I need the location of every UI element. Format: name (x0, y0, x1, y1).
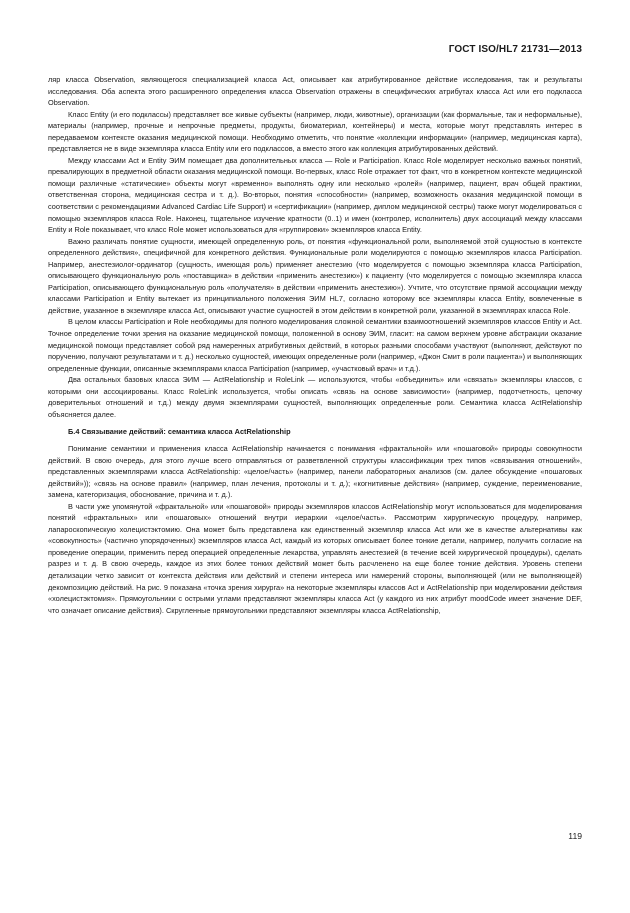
paragraph-fractal-nature: В части уже упомянутой «фрактальной» или «пошаговой» природы экземпляров классов ActRelationship могут использоваться для моделирования понятий «фрактальных» или «пошаговых» отношений внутри иерархии «целое/часть». Рассмотрим хирургическую процедуру, например, лапароскопическую холецистэктомию. Она может быть представлена как единственный экземпляр класса Act или же в качестве альтернативы как «совокупность» (частично упорядоченных) экземпляров класса Act, каждый из которых описывает более тонкие детали, например, получить согласие на проведение операции, применить перед операцией определенные лекарства, управлять анестезией (в течение всей хирургической процедуры), сделать разрез и т. д. В свою очередь, каждое из этих более тонких действий может быть расчленено на еще более тонкие действия. Уровень степени детализации четко зависит от контекста действия или действий и степени интереса или намерений стороны, выполняющей (или не выполняющей) декомпозицию действий. На рис. 9 показана «точка зрения хирурга» на некоторые экземпляры классов Act и ActRelationship при моделировании действия «холецистэктомия». Прямоугольники с острыми углами представляют экземпляры класса Act (у каждого из них атрибут moodCode имеет значение DEF, что означает описание действия). Скругленные прямоугольники представляют экземпляры класса ActRelationship, (48, 501, 582, 615)
paragraph-functional-role: Важно различать понятие сущности, имеющей определенную роль, от понятия «функциональной роли, выполняемой этой сущностью в контексте определенного действия», специфичной для конкретного действия. Функциональные роли моделируются с помощью экземпляров класса Participation. Например, анестезиолог-ординатор (сущность, имеющая роль) применяет анестезию (что моделируется с помощью экземпляра класса Participation, описывающего функциональную роль «поставщика» в действии «применить анестезию») к пациенту (что моделируется с помощью экземпляра класса Participation, описывающего функциональную роль «получателя» в действии «применить анестезию»). Учтите, что отсутствие прямой ассоциации между классами Participation и Entity вытекает из принципиального положения ЭИМ HL7, согласно которому все экземпляры класса Entity, вовлеченные в действие, указанное в экземпляре класса Act, описывают участие сущностей в этом действии в конкретной роли, указанной в экземплярах класса Role. (48, 236, 582, 315)
section-heading: Б.4 Связывание действий: семантика класса ActRelationship (68, 427, 291, 437)
paragraph-entity: Класс Entity (и его подклассы) представляет все живые субъекты (например, люди, животные), организации (как формальные, так и неформальные), материалы (например, прочные и непрочные предметы, продукты, биоматериал, контейнеры) и места, которые могут представлять интерес в передаваемом контексте оказания медицинской помощи. Необходимо отметить, что понятие «коллекции информации» (например, медицинская карта), представляется не в виде экземпляра класса Entity или его подклассов, а вместо этого как коллекция атрибутированных действий. (48, 109, 582, 154)
paragraph-actrelationship-intro: Понимание семантики и применения класса ActRelationship начинается с понимания «фрактальной» или «пошаговой» природы совокупности действий. В свою очередь, для этого лучше всего отправляться от разветвленной структуры классификации трех типов «связывания отношений», представленных экземплярами класса ActRelationship: «целое/часть» (например, панели лабораторных анализов (см. далее обсуждение «пошаговых действий»)); «связь на основе правил» (например, план лечения, протоколы и т. д.); «когнитивные действия» (например, суждение, переименование, замена, категоризация, обоснование, причина и т. д.). (48, 443, 582, 500)
paragraph-role-participation: Между классами Act и Entity ЭИМ помещает два дополнительных класса — Role и Participation. Класс Role моделирует несколько важных понятий, превалирующих в предметной области оказания медицинской помощи. Во-первых, класс Role отражает тот факт, что в конкретном контексте медицинской помощи различные «статические» объекты могут «временно» выполнять одну или несколько «ролей» (например, пациент, врач общей практики, ответственная сторона, медицинская сестра и т. д.). Во-вторых, понятия «способности» (например, возможность оказания медицинской помощи в соответствии с рекомендациями Advanced Cardiac Life Support) и «сертификации» (например, диплом медицинской сестры) также могут моделироваться с помощью экземпляров класса Role. Наконец, тщательное изучение кратности (0..1) и имен (контролер, исполнитель) двух ассоциаций между классами Entity и Role показывает, что класс Role может использоваться для «группировки» экземпляров класса Entity. (48, 155, 582, 235)
paragraph-summary: В целом классы Participation и Role необходимы для полного моделирования сложной семантики взаимоотношений экземпляров классов Entity и Act. Точное определение точки зрения на оказание медицинской помощи, положенной в основу ЭИМ, гласит: на самом верхнем уровне абстракции оказание медицинской помощи представляет собой ряд намеренных атрибутивных действий, в которых разными способами участвуют (выполняют, действуют по поручению, получают результатами и т. д.) несколько сущностей, имеющих определенные роли (например, «Джон Смит в роли пациента») и выполняющих определенные функции, описанные экземплярами класса Participation (например, «участковый врач» и т.д.). (48, 317, 582, 373)
body-text (48, 74, 582, 616)
standard-header: ГОСТ ISO/HL7 21731—2013 (448, 44, 582, 55)
page-number: 119 (568, 831, 582, 841)
paragraph-continued: ляр класса Observation, являющегося специализацией класса Act, описывает как атрибутированное действие исследования, так и результаты исследования. Оба аспекта этого расширенного определения класса Observation отражены в специфических атрибутах класса Act или его подкласса Observation. (48, 75, 582, 108)
paragraph-base-classes: Два остальных базовых класса ЭИМ — ActRelationship и RoleLink — используются, чтобы «объединить» или «связать» экземпляры классов, с которыми они ассоциированы. Класс RoleLink используется, чтобы описать «связь на основе зависимости» (например, подотчетность, цепочку доверительных отношений и т.д.) между двумя экземплярами сущностей, выполняющих определенные роли. Семантика класса ActRelationship объясняется далее. (48, 375, 582, 419)
